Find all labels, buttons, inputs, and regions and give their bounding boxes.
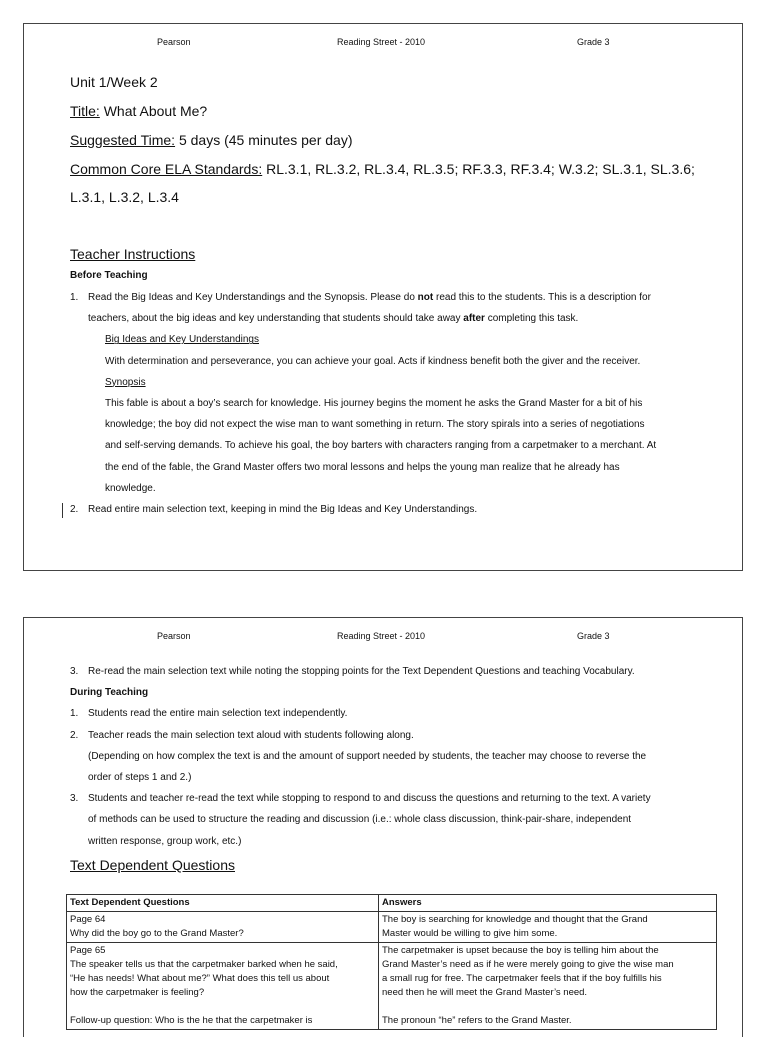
teaching-steps [24, 661, 744, 852]
tdq-table [66, 894, 717, 1030]
document-page-2 [23, 617, 743, 1037]
during-step-2 [24, 725, 744, 746]
suggested-time-value: 5 days (45 minutes per day) [175, 132, 353, 148]
standards-label: Common Core ELA Standards: [70, 161, 263, 177]
suggested-time-label: Suggested Time: [70, 132, 176, 148]
question-line: how the carpetmaker is feeling? [70, 987, 205, 998]
step-1-emphasis-not: not [417, 292, 434, 303]
answer-line: a small rug for free. The carpetmaker feels that if the boy fulfills his [382, 973, 662, 984]
during-step-3-text: written response, group work, etc.) [88, 835, 242, 847]
header-publisher: Pearson [157, 37, 191, 47]
step-2 [24, 499, 744, 520]
during-step-3-text: of methods can be used to structure the reading and discussion (i.e.: whole class discussion, think-pair-share, independent [88, 814, 632, 826]
before-teaching-heading: Before Teaching [70, 270, 148, 281]
step-number: 2. [70, 729, 79, 741]
big-ideas-text: With determination and perseverance, you can achieve your goal. Acts if kindness benefit both the giver and the receiver. [105, 355, 641, 367]
suggested-time-line [70, 126, 352, 155]
answer-cell [379, 943, 717, 1030]
during-step-3 [24, 788, 744, 809]
question-line: Page 64 [70, 914, 106, 925]
step-number: 3. [70, 666, 79, 677]
title-line [70, 97, 207, 126]
synopsis-line: This fable is about a boy’s search for knowledge. His journey begins the moment he asks the Grand Master for a bit of his [105, 398, 643, 410]
step-1-text-d: teachers, about the big ideas and key understanding that students should take away [88, 313, 464, 325]
page-header [24, 631, 742, 645]
answer-line: need then he will meet the Grand Master’s need. [382, 987, 588, 998]
synopsis-line: knowledge. [105, 482, 156, 494]
answer-spacer [382, 1000, 713, 1014]
document-page-1 [23, 23, 743, 571]
step-1-line-1 [88, 287, 744, 308]
title-label: Title: [70, 103, 100, 119]
answer-line: The carpetmaker is upset because the boy is telling him about the [382, 945, 659, 956]
step-1-text-a: Read the Big Ideas and Key Understandings and the Synopsis. Please do [88, 292, 418, 303]
header-publisher: Pearson [157, 631, 191, 641]
answer-line: The pronoun “he” refers to the Grand Master. [382, 1015, 572, 1026]
during-teaching-heading: During Teaching [70, 687, 149, 699]
during-step-1-text: Students read the entire main selection text independently. [88, 708, 348, 720]
text-cursor [62, 503, 63, 518]
question-line: The speaker tells us that the carpetmaker barked when he said, [70, 959, 338, 970]
synopsis-label: Synopsis [105, 376, 146, 388]
header-grade: Grade 3 [577, 37, 610, 47]
answer-line: Master would be willing to give him some. [382, 928, 558, 939]
step-1-text-f: completing this task. [484, 313, 579, 325]
standards-value-continued: L.3.1, L.3.2, L.3.4 [70, 189, 179, 205]
step-3-text: Re-read the main selection text while noting the stopping points for the Text Dependent Questions and teaching Vocabulary. [88, 666, 635, 677]
step-1-line-2 [88, 308, 744, 329]
step-2-text: Read entire main selection text, keeping in mind the Big Ideas and Key Understandings. [88, 504, 478, 516]
during-step-3-text: Students and teacher re-read the text while stopping to respond to and discuss the questions and returning to the text. A variety [88, 793, 651, 805]
column-header-questions: Text Dependent Questions [67, 895, 379, 912]
step-number: 1. [70, 708, 79, 720]
big-ideas-label: Big Ideas and Key Understandings [105, 334, 259, 346]
step-1-text-c: read this to the students. This is a description for [433, 292, 651, 303]
question-cell [67, 943, 379, 1030]
question-line: “He has needs! What about me?” What does this tell us about [70, 973, 330, 984]
teacher-instructions-heading: Teacher Instructions [70, 246, 196, 262]
answer-line: Grand Master’s need as if he were merely going to give the wise man [382, 959, 674, 970]
step-number: 2. [70, 504, 79, 516]
step-number: 1. [70, 292, 79, 303]
synopsis-line: the end of the fable, the Grand Master offers two moral lessons and helps the young man realize that he already has [105, 461, 620, 473]
column-header-answers: Answers [379, 895, 717, 912]
during-step-2-text: Teacher reads the main selection text aloud with students following along. [88, 729, 414, 741]
question-cell [67, 912, 379, 943]
step-3 [24, 661, 744, 682]
unit-week: Unit 1/Week 2 [70, 74, 158, 90]
standards-value: RL.3.1, RL.3.2, RL.3.4, RL.3.5; RF.3.3, RF.3.4; W.3.2; SL.3.1, SL.3.6; [262, 161, 695, 177]
during-step-2-note: order of steps 1 and 2.) [88, 772, 192, 784]
header-grade: Grade 3 [577, 631, 610, 641]
question-line: Why did the boy go to the Grand Master? [70, 928, 244, 939]
page-header [24, 37, 742, 51]
question-line: Follow-up question: Who is the he that the carpetmaker is [70, 1015, 313, 1026]
synopsis-line: and self-serving demands. To achieve his goal, the boy barters with characters ranging from a carpetmaker to a merchant. At [105, 440, 657, 452]
table-row [67, 943, 717, 1030]
header-program: Reading Street - 2010 [337, 37, 426, 47]
question-spacer [70, 1000, 375, 1014]
question-line: Page 65 [70, 945, 106, 956]
answer-cell [379, 912, 717, 943]
step-number: 3. [70, 793, 79, 805]
tdq-heading: Text Dependent Questions [70, 857, 235, 873]
title-value: What About Me? [99, 103, 208, 119]
step-1 [24, 287, 744, 329]
table-row [67, 912, 717, 943]
answer-line: The boy is searching for knowledge and thought that the Grand [382, 914, 648, 925]
table-header-row [67, 895, 717, 912]
synopsis-line: knowledge; the boy did not expect the wise man to want something in return. The story spirals into a series of negotiations [105, 419, 645, 431]
header-program: Reading Street - 2010 [337, 631, 426, 641]
standards-line [70, 155, 695, 184]
during-step-1 [24, 703, 744, 724]
step-1-emphasis-after: after [463, 313, 485, 325]
before-teaching-steps [24, 287, 744, 520]
during-step-2-note: (Depending on how complex the text is and the amount of support needed by students, the teacher may choose to reverse the [88, 750, 647, 762]
